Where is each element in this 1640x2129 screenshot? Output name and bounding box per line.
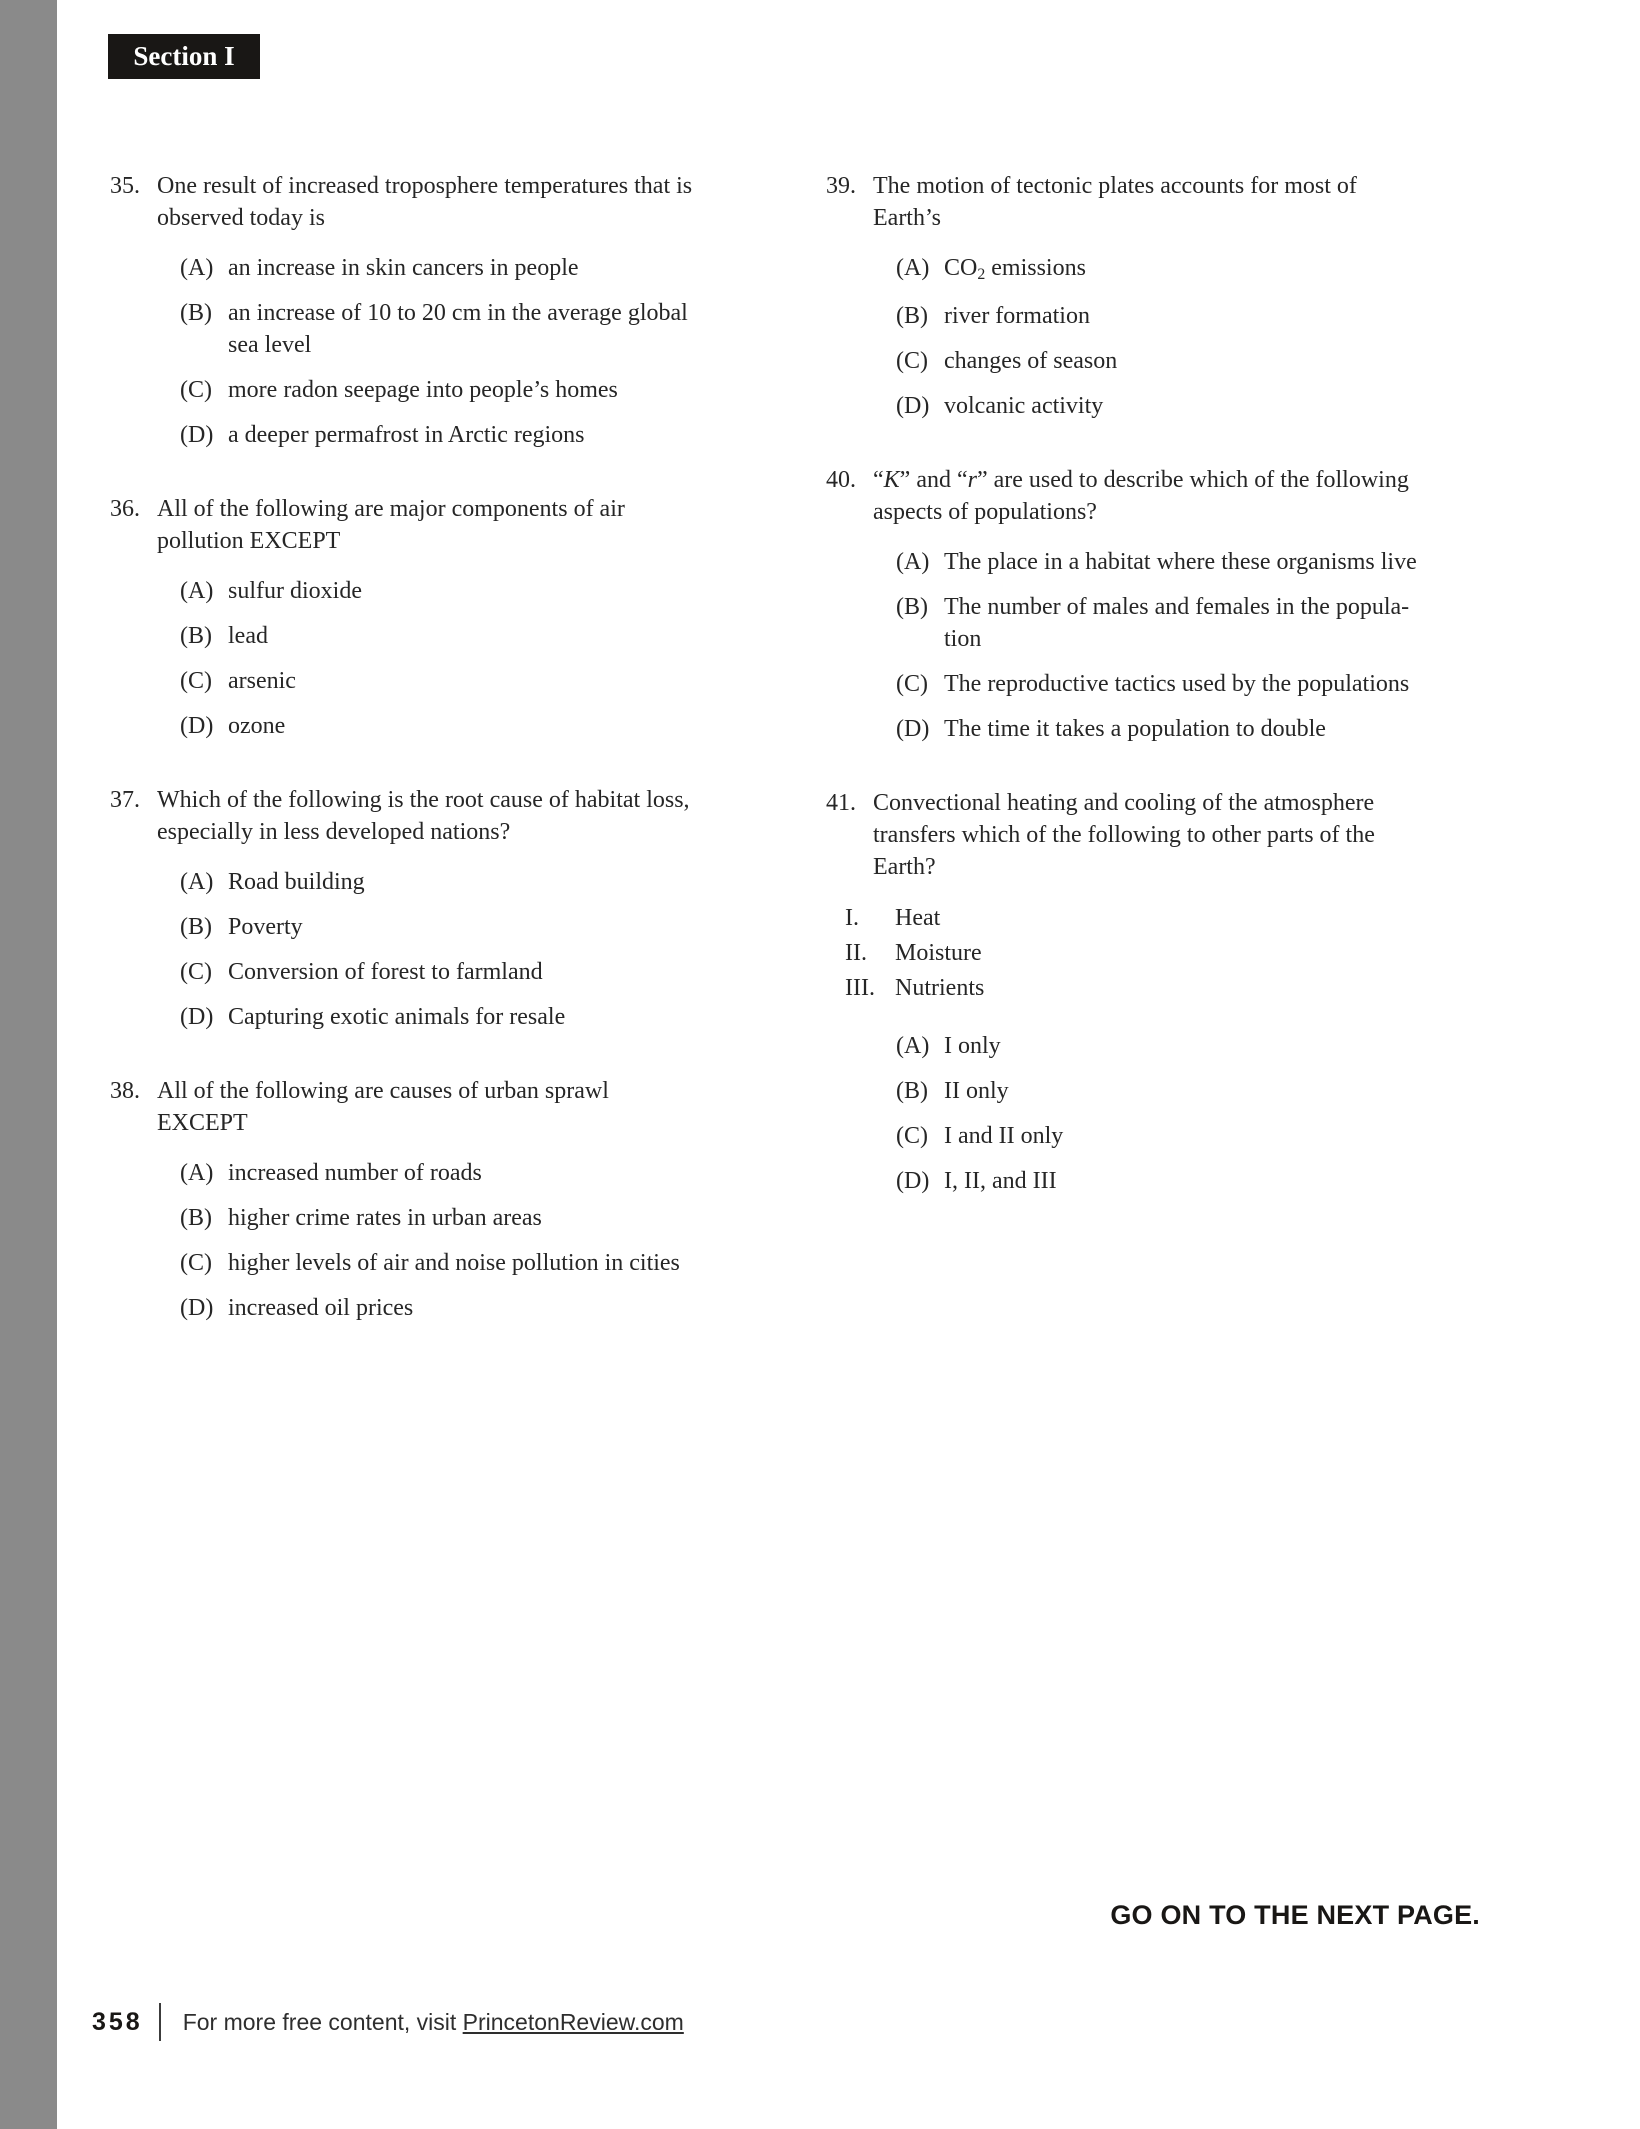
- question-block: [826, 787, 1516, 1197]
- text-run: more radon seepage into people’s homes: [228, 377, 618, 403]
- answer-choice: [873, 345, 1516, 377]
- question-stem: [157, 1075, 800, 1139]
- question-stem: [873, 170, 1516, 234]
- choice-letter: (A): [180, 1160, 214, 1186]
- choice-text: [944, 594, 1409, 652]
- question-stem: [873, 787, 1516, 883]
- question-number: 36.: [110, 496, 140, 522]
- text-run: The time it takes a population to double: [944, 716, 1326, 742]
- section-badge-label: Section I: [133, 41, 235, 71]
- page-footer: [92, 2003, 684, 2041]
- answer-choices: [873, 1030, 1516, 1197]
- choice-letter: (D): [180, 422, 214, 448]
- question-block: [826, 464, 1516, 745]
- italic-text-run: r: [967, 467, 977, 493]
- choice-text: [228, 1250, 680, 1276]
- choice-text: [228, 1160, 482, 1186]
- answer-choice: [157, 297, 800, 361]
- choice-letter: (C): [180, 1250, 212, 1276]
- text-run: an increase of 10 to 20 cm in the average global: [228, 300, 688, 326]
- choice-text: [228, 713, 285, 739]
- text-run: The number of males and females in the popula-: [944, 594, 1410, 620]
- text-run: Earth’s: [873, 205, 941, 231]
- answer-choice: [873, 713, 1516, 745]
- answer-choice: [157, 252, 800, 284]
- text-run: Convectional heating and cooling of the atmosphere: [873, 790, 1375, 816]
- choice-letter: (C): [896, 1123, 928, 1149]
- answer-choice: [157, 911, 800, 943]
- roman-label: Moisture: [895, 940, 982, 966]
- answer-choice: [873, 1120, 1516, 1152]
- choice-letter: (B): [896, 303, 928, 329]
- choice-letter: (B): [180, 914, 212, 940]
- text-run: CO: [944, 255, 978, 281]
- choice-letter: (D): [180, 713, 214, 739]
- choice-text: [944, 1078, 1009, 1104]
- italic-text-run: K: [883, 467, 900, 493]
- question-number: 40.: [826, 467, 856, 493]
- questions-column-left: [110, 170, 800, 1366]
- text-run: Conversion of forest to farmland: [228, 959, 543, 985]
- choice-letter: (A): [896, 549, 930, 575]
- answer-choices: [157, 252, 800, 451]
- text-run: II only: [944, 1078, 1009, 1104]
- text-run: river formation: [944, 303, 1090, 329]
- question-stem: [157, 170, 800, 234]
- roman-list-item: [845, 901, 1516, 936]
- text-run: transfers which of the following to other parts of the: [873, 822, 1375, 848]
- text-run: ” and “: [899, 467, 968, 493]
- question-block: [110, 1075, 800, 1324]
- text-run: arsenic: [228, 668, 296, 694]
- text-run: an increase in skin cancers in people: [228, 255, 579, 281]
- choice-text: [944, 1168, 1057, 1194]
- answer-choices: [157, 1157, 800, 1324]
- answer-choice: [157, 710, 800, 742]
- footer-divider: [159, 2003, 161, 2041]
- text-run: ozone: [228, 713, 286, 739]
- question-stem: [157, 784, 800, 848]
- text-run: higher levels of air and noise pollution in cities: [228, 1250, 680, 1276]
- answer-choice: [157, 1292, 800, 1324]
- choice-text: [228, 1205, 542, 1231]
- question-number: 37.: [110, 787, 140, 813]
- text-run: “: [873, 467, 884, 493]
- text-run: The place in a habitat where these organisms live: [944, 549, 1417, 575]
- choice-letter: (A): [180, 578, 214, 604]
- questions-column-right: [826, 170, 1516, 1239]
- question-block: [110, 784, 800, 1033]
- question-number: 38.: [110, 1078, 140, 1104]
- choice-text: [228, 869, 365, 895]
- choice-letter: (C): [180, 668, 212, 694]
- text-run: Capturing exotic animals for resale: [228, 1004, 566, 1030]
- choice-text: [228, 1295, 413, 1321]
- answer-choices: [157, 866, 800, 1033]
- choice-letter: (D): [896, 1168, 930, 1194]
- answer-choice: [873, 1030, 1516, 1062]
- text-run: The reproductive tactics used by the populations: [944, 671, 1410, 697]
- answer-choices: [873, 546, 1516, 745]
- text-run: increased number of roads: [228, 1160, 482, 1186]
- choice-letter: (B): [180, 300, 212, 326]
- choice-text: [228, 914, 303, 940]
- choice-text: [228, 959, 543, 985]
- text-run: Poverty: [228, 914, 303, 940]
- choice-text: [944, 716, 1326, 742]
- choice-text: [944, 671, 1409, 697]
- text-run: EXCEPT: [157, 1110, 248, 1136]
- text-run: aspects of populations?: [873, 499, 1097, 525]
- question-block: [110, 493, 800, 742]
- choice-letter: (B): [896, 1078, 928, 1104]
- answer-choice: [873, 1165, 1516, 1197]
- page-number: 358: [92, 2007, 143, 2036]
- choice-letter: (C): [180, 959, 212, 985]
- choice-text: [228, 422, 585, 448]
- footer-text: For more free content, visit: [182, 2008, 463, 2035]
- choice-text: [228, 578, 362, 604]
- text-run: One result of increased troposphere temperatures that is: [157, 173, 693, 199]
- roman-label: Heat: [895, 905, 941, 931]
- text-run: emissions: [985, 255, 1086, 281]
- choice-letter: (B): [180, 1205, 212, 1231]
- choice-text: [944, 1123, 1063, 1149]
- roman-label: Nutrients: [895, 975, 985, 1001]
- roman-numeral-list: [845, 901, 1516, 1006]
- question-stem: [157, 493, 800, 557]
- footer-link[interactable]: PrincetonReview.com: [462, 2008, 684, 2035]
- choice-text: [944, 303, 1090, 329]
- choice-letter: (B): [896, 594, 928, 620]
- answer-choice: [157, 1157, 800, 1189]
- answer-choice: [157, 419, 800, 451]
- text-run: Road building: [228, 869, 365, 895]
- roman-numeral: I.: [845, 905, 859, 931]
- text-run: The motion of tectonic plates accounts for most of: [873, 173, 1357, 199]
- answer-choice: [157, 575, 800, 607]
- text-run: All of the following are major components of air: [157, 496, 625, 522]
- text-run: pollution EXCEPT: [157, 528, 341, 554]
- choice-letter: (D): [180, 1004, 214, 1030]
- choice-letter: (D): [896, 716, 930, 742]
- go-on-instruction: GO ON TO THE NEXT PAGE.: [1110, 1900, 1480, 1930]
- choice-text: [228, 300, 688, 358]
- choice-letter: (C): [896, 348, 928, 374]
- subscript-text-run: 2: [977, 266, 986, 284]
- choice-text: [944, 255, 1086, 284]
- question-number: 41.: [826, 790, 856, 816]
- text-run: volcanic activity: [944, 393, 1104, 419]
- choice-letter: (C): [896, 671, 928, 697]
- section-badge: [108, 34, 260, 79]
- text-run: tion: [944, 626, 982, 652]
- answer-choice: [157, 374, 800, 406]
- text-run: changes of season: [944, 348, 1118, 374]
- answer-choice: [157, 1001, 800, 1033]
- answer-choice: [873, 300, 1516, 332]
- text-run: lead: [228, 623, 268, 649]
- text-run: I, II, and III: [944, 1168, 1057, 1194]
- text-run: sulfur dioxide: [228, 578, 362, 604]
- answer-choice: [157, 620, 800, 652]
- answer-choice: [157, 1247, 800, 1279]
- text-run: especially in less developed nations?: [157, 819, 511, 845]
- choice-text: [228, 623, 268, 649]
- text-run: All of the following are causes of urban sprawl: [157, 1078, 609, 1104]
- answer-choices: [157, 575, 800, 742]
- choice-text: [944, 348, 1117, 374]
- roman-list-item: [845, 936, 1516, 971]
- answer-choice: [873, 668, 1516, 700]
- answer-choice: [157, 956, 800, 988]
- page-edge-bar: [0, 0, 57, 2129]
- text-run: I and II only: [944, 1123, 1064, 1149]
- answer-choices: [873, 252, 1516, 422]
- footer-note: [183, 2009, 684, 2036]
- roman-numeral: II.: [845, 940, 867, 966]
- choice-text: [944, 1033, 1001, 1059]
- choice-text: [944, 549, 1417, 575]
- answer-choice: [157, 1202, 800, 1234]
- text-run: higher crime rates in urban areas: [228, 1205, 542, 1231]
- answer-choice: [157, 866, 800, 898]
- choice-text: [228, 377, 618, 403]
- answer-choice: [873, 591, 1516, 655]
- roman-list-item: [845, 971, 1516, 1006]
- answer-choice: [157, 665, 800, 697]
- text-run: sea level: [228, 332, 312, 358]
- question-number: 39.: [826, 173, 856, 199]
- question-block: [826, 170, 1516, 422]
- question-block: [110, 170, 800, 451]
- choice-text: [228, 668, 296, 694]
- answer-choice: [873, 1075, 1516, 1107]
- choice-text: [228, 1004, 565, 1030]
- choice-letter: (D): [180, 1295, 214, 1321]
- answer-choice: [873, 252, 1516, 287]
- choice-letter: (A): [180, 255, 214, 281]
- text-run: observed today is: [157, 205, 325, 231]
- question-stem: [873, 464, 1516, 528]
- answer-choice: [873, 546, 1516, 578]
- choice-letter: (B): [180, 623, 212, 649]
- choice-letter: (D): [896, 393, 930, 419]
- text-run: Earth?: [873, 854, 936, 880]
- text-run: Which of the following is the root cause of habitat loss,: [157, 787, 690, 813]
- text-run: a deeper permafrost in Arctic regions: [228, 422, 585, 448]
- roman-numeral: III.: [845, 975, 875, 1001]
- text-run: ” are used to describe which of the following: [976, 467, 1409, 493]
- choice-letter: (C): [180, 377, 212, 403]
- text-run: I only: [944, 1033, 1001, 1059]
- choice-text: [228, 255, 579, 281]
- question-number: 35.: [110, 173, 140, 199]
- choice-letter: (A): [896, 255, 930, 281]
- choice-text: [944, 393, 1103, 419]
- text-run: increased oil prices: [228, 1295, 414, 1321]
- choice-letter: (A): [896, 1033, 930, 1059]
- answer-choice: [873, 390, 1516, 422]
- choice-letter: (A): [180, 869, 214, 895]
